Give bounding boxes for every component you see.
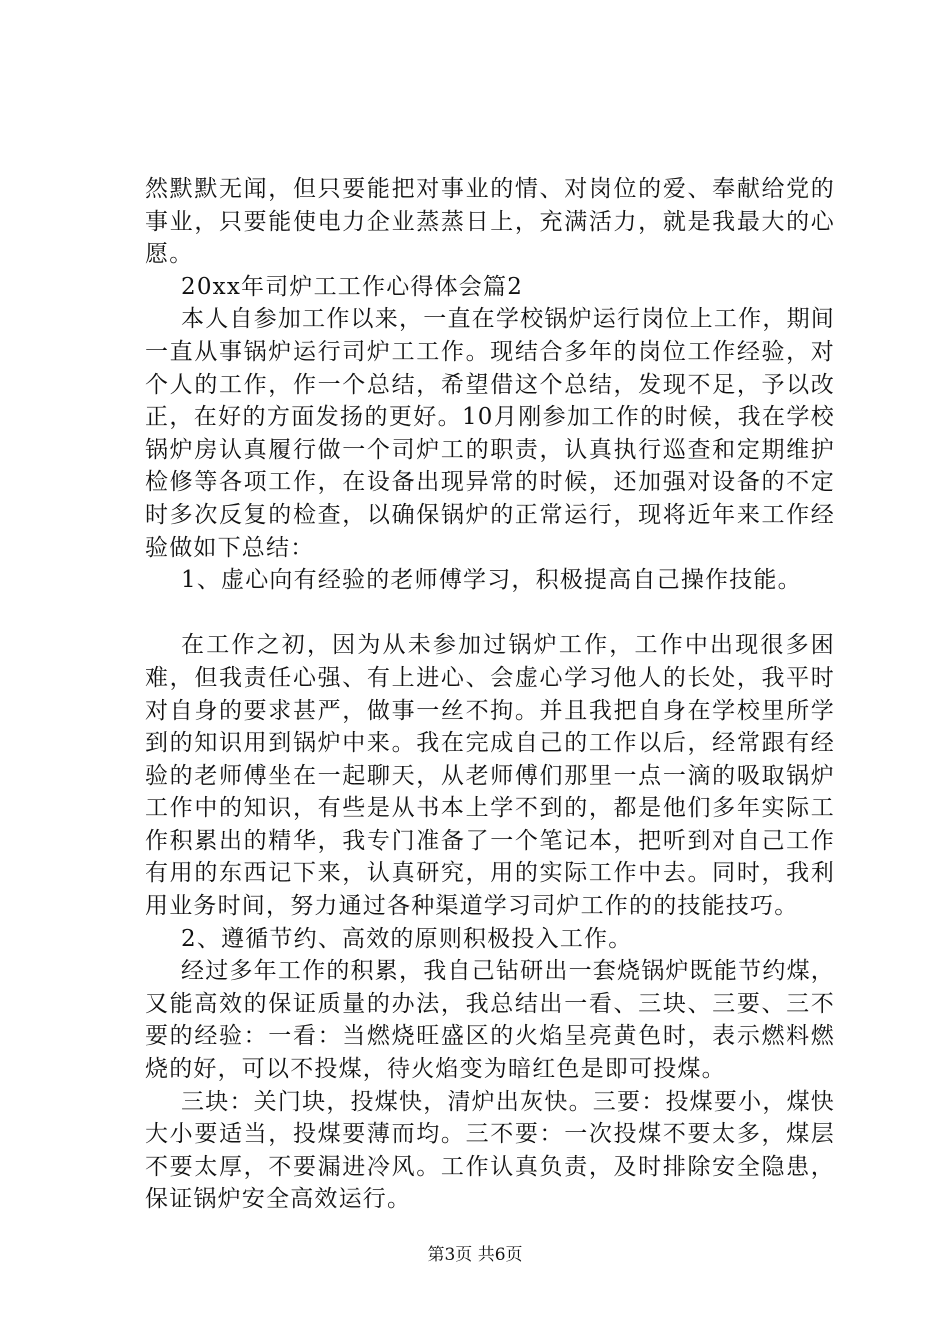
paragraph-method: 经过多年工作的积累，我自己钻研出一套烧锅炉既能节约煤，又能高效的保证质量的办法，我总结出一看、三块、三要、三不要的经验：一看：当燃烧旺盛区的火焰呈亮黄色时，表示燃料燃烧的好，可以不投煤，待火焰变为暗红色是即可投煤。 (145, 958, 835, 1083)
section-heading: 20xx年司炉工工作心得体会篇2 (181, 273, 524, 300)
list-item-heading-2: 2、遵循节约、高效的原则积极投入工作。 (181, 925, 633, 952)
paragraph-rules: 三块：关门块，投煤快，清炉出灰快。三要：投煤要小，煤快大小要适当，投煤要薄而均。三不要：一次投煤不要太多，煤层不要太厚，不要漏进冷风。工作认真负责，及时排除安全隐患，保证锅炉安全高效运行。 (145, 1088, 835, 1213)
paragraph-continued: 然默默无闻，但只要能把对事业的情、对岗位的爱、奉献给党的事业，只要能使电力企业蒸蒸日上，充满活力，就是我最大的心愿。 (145, 176, 835, 268)
document-body (145, 173, 835, 1216)
list-item-heading-1: 1、虚心向有经验的老师傅学习，积极提高自己操作技能。 (181, 567, 802, 594)
paragraph-learning: 在工作之初，因为从未参加过锅炉工作，工作中出现很多困难，但我责任心强、有上进心、会虚心学习他人的长处，我平时对自身的要求甚严，做事一丝不拘。并且我把自身在学校里所学到的知识用到锅炉中来。我在完成自己的工作以后，经常跟有经验的老师傅坐在一起聊天，从老师傅们那里一点一滴的吸取锅炉工作中的知识，有些是从书本上学不到的，都是他们多年实际工作积累出的精华，我专门准备了一个笔记本，把听到对自己工作有用的东西记下来，认真研究，用的实际工作中去。同时，我利用业务时间，努力通过各种渠道学习司炉工作的的技能技巧。 (145, 632, 835, 920)
paragraph-intro: 本人自参加工作以来，一直在学校锅炉运行岗位上工作，期间一直从事锅炉运行司炉工工作。现结合多年的岗位工作经验，对个人的工作，作一个总结，希望借这个总结，发现不足，予以改正，在好的方面发扬的更好。10月刚参加工作的时候，我在学校锅炉房认真履行做一个司炉工的职责，认真执行巡查和定期维护检修等各项工作，在设备出现异常的时候，还加强对设备的不定时多次反复的检查，以确保锅炉的正常运行，现将近年来工作经验做如下总结： (145, 306, 835, 561)
page-number-footer: 第3页 共6页 (427, 1245, 523, 1265)
blank-line (145, 597, 835, 630)
